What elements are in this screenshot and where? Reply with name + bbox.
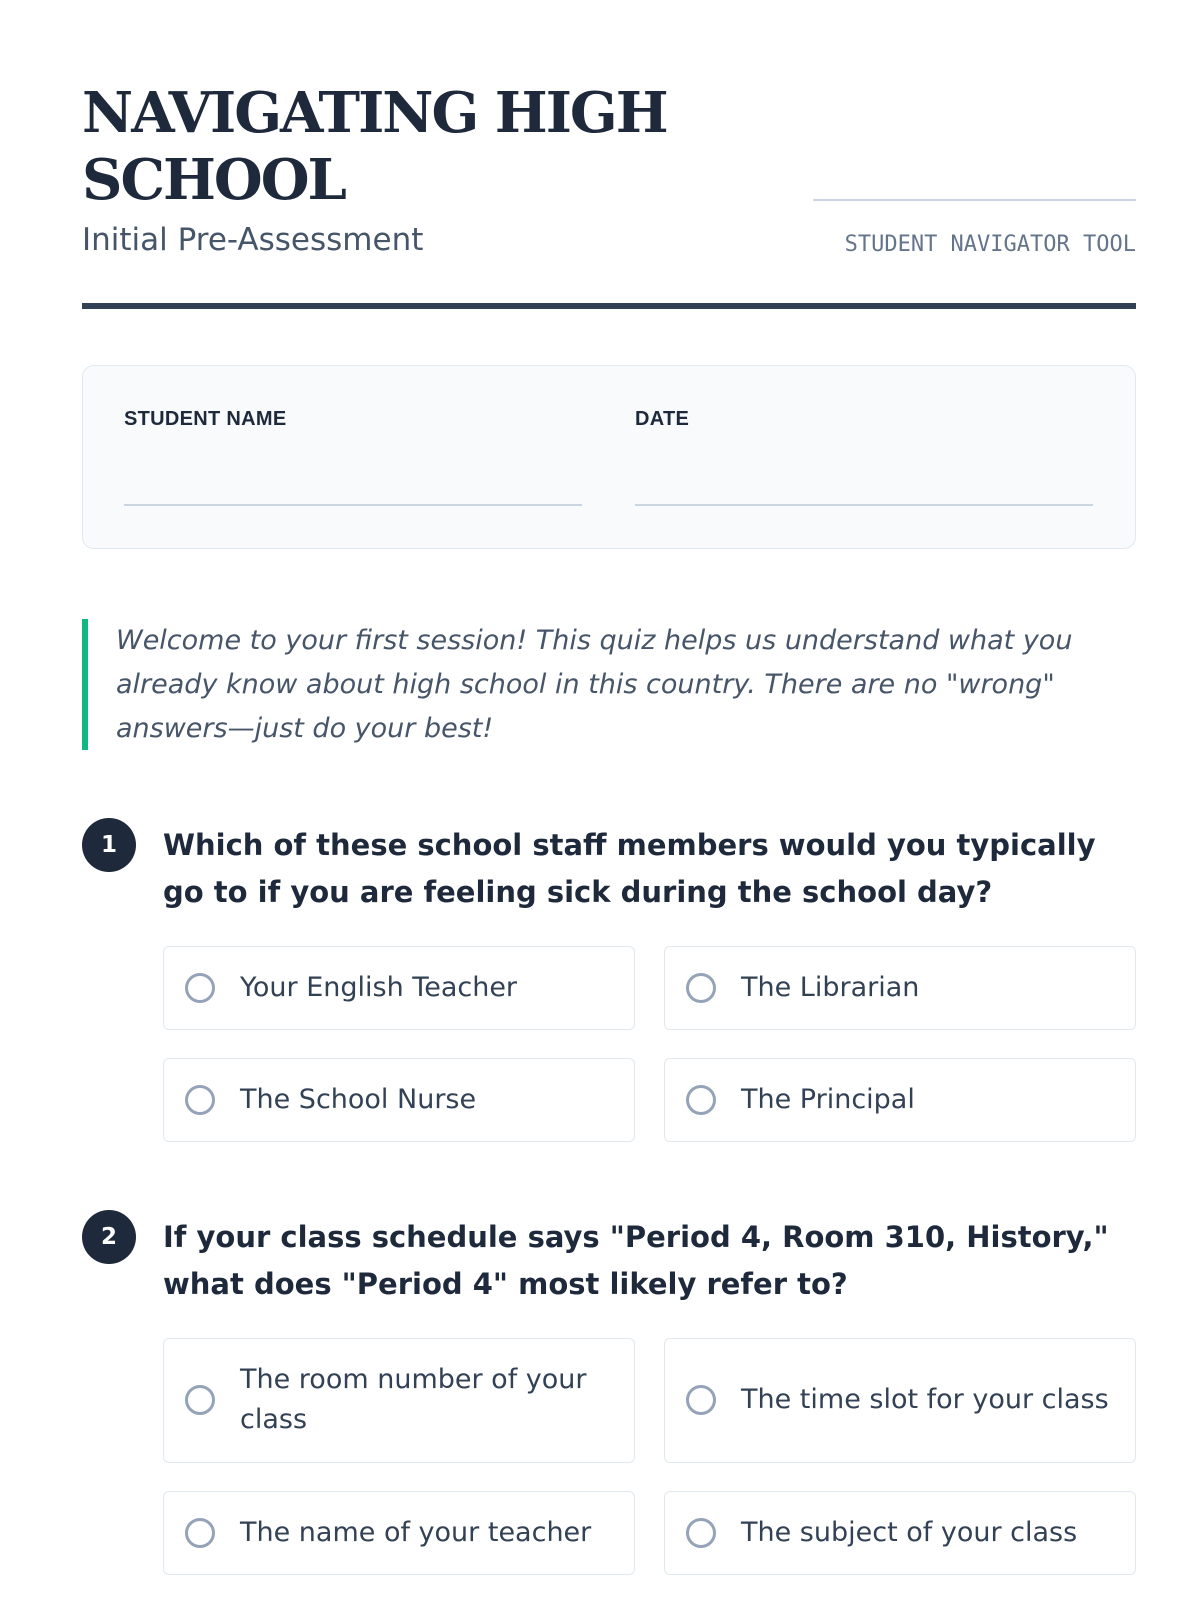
header-divider	[82, 303, 1136, 309]
question-text: Which of these school staff members would you typically go to if you are feeling sick during the school day?	[163, 828, 1096, 909]
question-number-badge: 2	[82, 1210, 136, 1264]
date-field[interactable]	[635, 504, 1093, 506]
radio-icon[interactable]	[185, 1518, 215, 1548]
answer-option[interactable]	[163, 946, 635, 1030]
answer-option[interactable]	[163, 1491, 635, 1575]
radio-icon[interactable]	[185, 1085, 215, 1115]
answer-option[interactable]	[664, 946, 1136, 1030]
page-header	[82, 80, 1136, 310]
question-text: If your class schedule says "Period 4, Room 310, History," what does "Period 4" most likely refer to?	[163, 1220, 1109, 1301]
intro-callout: Welcome to your first session! This quiz helps us understand what you already know about high school in this country. There are no "wrong" answers—just do your best!	[82, 619, 1136, 750]
option-label: The subject of your class	[741, 1517, 1078, 1548]
student-info-box	[82, 365, 1136, 549]
question-1	[82, 818, 1136, 1148]
student-name-label: STUDENT NAME	[124, 408, 287, 430]
answer-option[interactable]	[163, 1058, 635, 1142]
option-label: The name of your teacher	[240, 1517, 592, 1548]
question-2	[82, 1210, 1136, 1580]
page-title: NAVIGATING HIGH SCHOOL	[82, 80, 667, 213]
student-name-field[interactable]	[124, 504, 582, 506]
radio-icon[interactable]	[686, 1518, 716, 1548]
answer-option[interactable]	[664, 1491, 1136, 1575]
option-label: The Principal	[741, 1084, 915, 1115]
option-label: The School Nurse	[240, 1084, 477, 1115]
radio-icon[interactable]	[185, 1385, 215, 1415]
option-label: The Librarian	[741, 972, 920, 1003]
radio-icon[interactable]	[686, 1385, 716, 1415]
option-label: The room number of your class	[240, 1364, 587, 1435]
brand-divider	[813, 199, 1136, 201]
option-label: Your English Teacher	[240, 972, 518, 1003]
date-label: DATE	[635, 408, 690, 430]
answer-option[interactable]	[664, 1338, 1136, 1463]
page-subtitle: Initial Pre-Assessment	[82, 222, 424, 258]
question-number-badge: 1	[82, 818, 136, 872]
answer-option[interactable]	[664, 1058, 1136, 1142]
radio-icon[interactable]	[686, 1085, 716, 1115]
radio-icon[interactable]	[686, 973, 716, 1003]
option-label: The time slot for your class	[741, 1384, 1109, 1415]
brand-label: STUDENT NAVIGATOR TOOL	[844, 232, 1136, 257]
answer-option[interactable]	[163, 1338, 635, 1463]
radio-icon[interactable]	[185, 973, 215, 1003]
